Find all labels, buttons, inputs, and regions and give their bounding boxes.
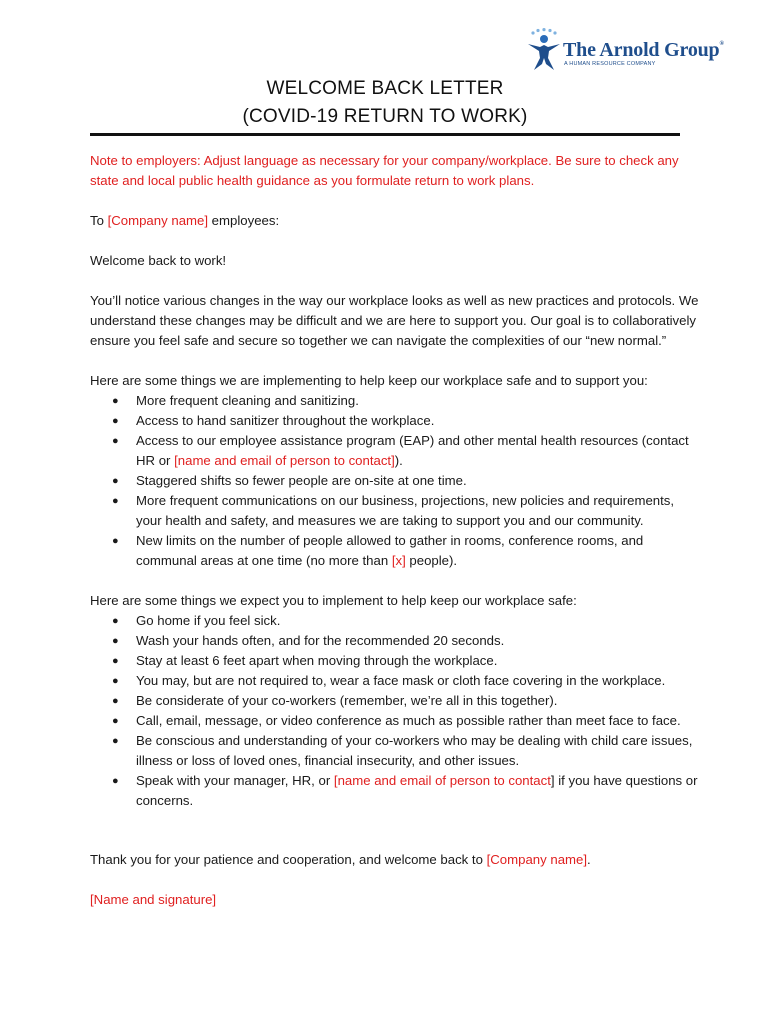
welcome-line: Welcome back to work! <box>90 253 227 268</box>
section2-heading: Here are some things we expect you to implement to help keep our workplace safe: <box>90 593 577 608</box>
bullet-icon: ● <box>112 535 119 547</box>
list-item-continuation: your health and safety, and measures we are taking to support you and our community. <box>136 513 644 528</box>
list-item: Staggered shifts so fewer people are on-site at one time. <box>136 473 467 488</box>
bullet-icon: ● <box>112 775 119 787</box>
list-item-continuation: concerns. <box>136 793 194 808</box>
contact-placeholder: [name and email of person to contact] <box>174 453 395 468</box>
bullet-icon: ● <box>112 615 119 627</box>
list-item: Wash your hands often, and for the recommended 20 seconds. <box>136 633 505 648</box>
bullet-icon: ● <box>112 675 119 687</box>
company-name-placeholder: [Company name] <box>107 213 209 228</box>
list-item: Access to hand sanitizer throughout the workplace. <box>136 413 435 428</box>
bullet-icon: ● <box>112 435 119 447</box>
intro-line-1: You’ll notice various changes in the way our workplace looks as well as new practices and protocols. We <box>90 293 699 308</box>
bullet-icon: ● <box>112 475 119 487</box>
intro-line-2: understand these changes may be difficult and we are here to support you. Our goal is to collaboratively <box>90 313 697 328</box>
list-item: Stay at least 6 feet apart when moving through the workplace. <box>136 653 498 668</box>
list-item-continuation: illness or loss of loved ones, financial insecurity, and other issues. <box>136 753 520 768</box>
person-figure-icon <box>524 28 564 72</box>
list-item: New limits on the number of people allowed to gather in rooms, conference rooms, and <box>136 533 644 548</box>
count-placeholder: [x] <box>391 553 406 568</box>
list-item: Access to our employee assistance program (EAP) and other mental health resources (contact <box>136 433 689 448</box>
bullet-icon: ● <box>112 655 119 667</box>
bullet-icon: ● <box>112 695 119 707</box>
employer-note-line-1: Note to employers: Adjust language as necessary for your company/workplace. Be sure to check any <box>90 153 679 168</box>
section1-heading: Here are some things we are implementing to help keep our workplace safe and to support you: <box>90 373 648 388</box>
signature-placeholder: [Name and signature] <box>90 892 217 907</box>
bullet-icon: ● <box>112 495 119 507</box>
bullet-icon: ● <box>112 395 119 407</box>
list-item: Call, email, message, or video conference as much as possible rather than meet face to face. <box>136 713 681 728</box>
logo-name: The Arnold Group® <box>563 39 724 61</box>
document-title-line-2: (COVID-19 RETURN TO WORK) <box>242 106 528 127</box>
company-logo <box>524 28 724 72</box>
bullet-icon: ● <box>112 635 119 647</box>
company-name-placeholder: [Company name] <box>486 852 588 867</box>
list-item: Be conscious and understanding of your co-workers who may be dealing with child care issues, <box>136 733 693 748</box>
employer-note-line-2: state and local public health guidance as you formulate return to work plans. <box>90 173 535 188</box>
list-item-continuation: communal areas at one time (no more than [x] people). <box>136 553 458 568</box>
bullet-icon: ● <box>112 715 119 727</box>
bullet-icon: ● <box>112 735 119 747</box>
list-item: Speak with your manager, HR, or [name and email of person to contact] if you have questions or <box>136 773 698 788</box>
title-divider <box>90 133 680 136</box>
list-item: You may, but are not required to, wear a face mask or cloth face covering in the workplace. <box>136 673 666 688</box>
list-item: More frequent communications on our business, projections, new policies and requirements, <box>136 493 675 508</box>
closing-line: Thank you for your patience and cooperation, and welcome back to [Company name]. <box>90 852 591 867</box>
logo-tagline: A HUMAN RESOURCE COMPANY <box>564 61 656 67</box>
list-item: Be considerate of your co-workers (remember, we’re all in this together). <box>136 693 558 708</box>
list-item-continuation: HR or [name and email of person to contact]). <box>136 453 403 468</box>
salutation: To [Company name] employees: <box>90 213 280 228</box>
list-item: Go home if you feel sick. <box>136 613 281 628</box>
list-item: More frequent cleaning and sanitizing. <box>136 393 359 408</box>
document-title-line-1: WELCOME BACK LETTER <box>266 78 504 99</box>
intro-line-3: ensure you feel safe and secure so together we can navigate the complexities of our “new normal.” <box>90 333 667 348</box>
bullet-icon: ● <box>112 415 119 427</box>
contact-placeholder: [name and email of person to contact <box>333 773 551 788</box>
